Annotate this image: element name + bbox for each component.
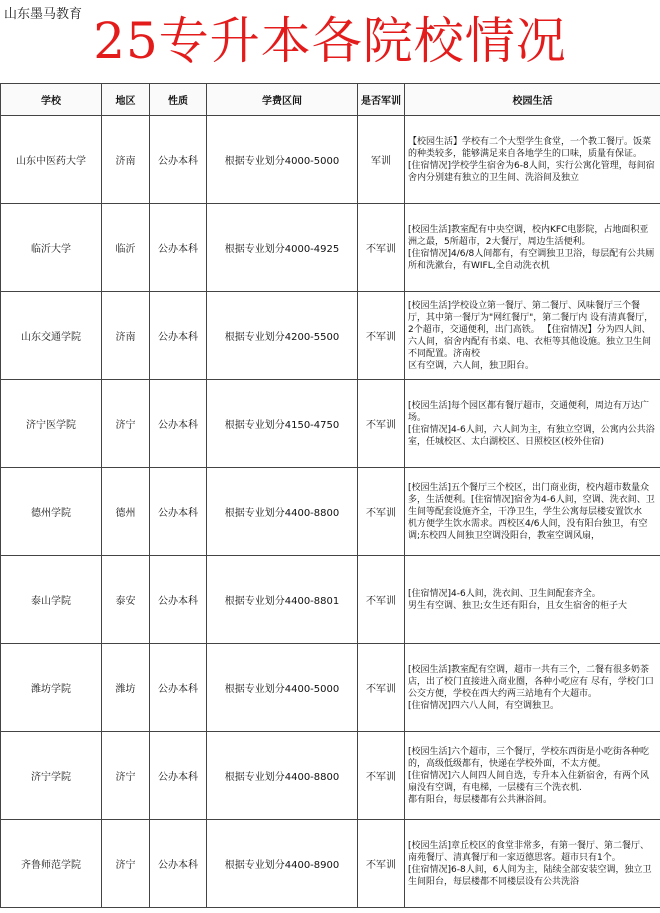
region: 临沂 (102, 204, 150, 292)
fee-range: 根据专业划分4400-8800 (207, 468, 358, 556)
campus-life (405, 380, 660, 468)
table-row (1, 292, 660, 380)
school-type: 公办本科 (150, 292, 207, 380)
military-training: 不军训 (358, 820, 405, 908)
military-training: 不军训 (358, 732, 405, 820)
school-type: 公办本科 (150, 204, 207, 292)
table-row (1, 820, 660, 908)
school-name: 潍坊学院 (1, 644, 102, 732)
military-training: 不军训 (358, 644, 405, 732)
campus-life (405, 732, 660, 820)
school-type: 公办本科 (150, 732, 207, 820)
fee-range: 根据专业划分4400-8801 (207, 556, 358, 644)
table-row (1, 380, 660, 468)
school-type: 公办本科 (150, 468, 207, 556)
header-campus-life: 校园生活 (405, 84, 660, 116)
campus-life (405, 116, 660, 204)
table-row (1, 644, 660, 732)
region: 济宁 (102, 380, 150, 468)
school-type: 公办本科 (150, 644, 207, 732)
fee-range: 根据专业划分4200-5500 (207, 292, 358, 380)
brand-name: 山东墨马教育 (4, 7, 83, 22)
header-school: 学校 (1, 84, 102, 116)
school-type: 公办本科 (150, 116, 207, 204)
campus-life-text: [住宿情况]4-6人间，洗衣间、卫生间配套齐全。 男生有空调、独卫;女生还有阳台，且女生宿舍的柜子大 (408, 588, 628, 611)
campus-life (405, 468, 660, 556)
fee-range: 根据专业划分4000-4925 (207, 204, 358, 292)
military-training: 不军训 (358, 556, 405, 644)
campus-life-text: [校园生活]每个园区都有餐厅超市，交通便利，周边有万达广场。 [住宿情况]4-6人间，六人间为主，有独立空调，公寓内公共浴室，任城校区、太白湖校区、日照校区(校外住宿) (408, 400, 655, 447)
header-fee: 学费区间 (207, 84, 358, 116)
school-type: 公办本科 (150, 556, 207, 644)
page-title: 25专升本各院校情况 (93, 12, 567, 70)
fee-range: 根据专业划分4400-8900 (207, 820, 358, 908)
campus-life (405, 820, 660, 908)
table-row (1, 468, 660, 556)
campus-life (405, 556, 660, 644)
campus-life-text: 【校园生活】学校有二个大型学生食堂，一个教工餐厅。饭菜的种类较多，能够满足来自各地学生的口味，质量有保证。 [住宿情况]学校学生宿舍为6-8人间，实行公寓化管理，每间宿舍内分别建有独立的卫生间、洗浴间及独立 (408, 136, 655, 183)
military-training: 不军训 (358, 380, 405, 468)
header-military: 是否军训 (358, 84, 405, 116)
military-training: 不军训 (358, 468, 405, 556)
school-type: 公办本科 (150, 820, 207, 908)
campus-life (405, 204, 660, 292)
campus-life-text: [校园生活]五个餐厅三个校区，出门商业街，校内超市数量众多，生活便利。[住宿情况]宿舍为4-6人间，空调、洗衣间、卫生间等配套设施齐全，干净卫生，学生公寓每层楼安置饮水 机方便学生饮水需求。西校区4/6人间，没有阳台独卫，有空调;东校四人间独卫空调没阳台，教室空调风扇， (408, 482, 655, 541)
military-training: 不军训 (358, 204, 405, 292)
school-name: 山东中医药大学 (1, 116, 102, 204)
table-row (1, 116, 660, 204)
campus-life-text: [校园生活]章丘校区的食堂非常多，有第一餐厅、第二餐厅、南苑餐厅、清真餐厅和一家迈德思客。超市只有1个。 [住宿情况]6-8人间，6人间为主，陆续全部安装空调，独立卫生间阳台，每层楼都不同楼层设有公共洗浴 (408, 840, 652, 887)
colleges-table (0, 83, 660, 908)
school-name: 济宁学院 (1, 732, 102, 820)
table-row (1, 204, 660, 292)
fee-range: 根据专业划分4000-5000 (207, 116, 358, 204)
fee-range: 根据专业划分4400-5000 (207, 644, 358, 732)
region: 济宁 (102, 732, 150, 820)
campus-life-text: [校园生活]学校设立第一餐厅、第二餐厅、风味餐厅三个餐厅，其中第一餐厅为"网红餐厅"，第二餐厅内 设有清真餐厅，2个超市，交通便利，出门高铁。 【住宿情况】分为四人间、六人间，宿舍内配有书桌、电、衣柜等其他设施。独立卫生间不同配置。济南校 区有空调，六人间，独卫阳台。 (408, 300, 654, 371)
fee-range: 根据专业划分4400-8800 (207, 732, 358, 820)
table-header-row (1, 84, 660, 116)
region: 德州 (102, 468, 150, 556)
school-name: 泰山学院 (1, 556, 102, 644)
table-row (1, 732, 660, 820)
table-row (1, 556, 660, 644)
school-type: 公办本科 (150, 380, 207, 468)
school-name: 山东交通学院 (1, 292, 102, 380)
header-region: 地区 (102, 84, 150, 116)
school-name: 齐鲁师范学院 (1, 820, 102, 908)
region: 潍坊 (102, 644, 150, 732)
campus-life-text: [校园生活]教室配有空调，超市一共有三个，二餐有很多奶茶店，出了校门直接进入商业圈，各种小吃应有 尽有，学校门口公交方便，学校在西大约两三站地有个大超市。 [住宿情况]四六八人间，有空调独卫。 (408, 664, 654, 711)
region: 济南 (102, 292, 150, 380)
header-type: 性质 (150, 84, 207, 116)
military-training: 不军训 (358, 292, 405, 380)
school-name: 临沂大学 (1, 204, 102, 292)
school-name: 德州学院 (1, 468, 102, 556)
military-training: 军训 (358, 116, 405, 204)
campus-life (405, 644, 660, 732)
region: 泰安 (102, 556, 150, 644)
campus-life-text: [校园生活]教室配有中央空调，校内KFC电影院，占地面积亚洲之最，5所超市，2大餐厅，周边生活便利。 [住宿情况]4/6/8人间都有，有空调独卫卫浴，每层配有公共厕所和洗漱台，有WIFL,全自动洗衣机 (408, 224, 655, 271)
region: 济南 (102, 116, 150, 204)
campus-life-text: [校园生活]六个超市，三个餐厅，学校东西街是小吃街各种吃的，高级低级都有，快递在学校外面，不太方便。 [住宿情况]六人间四人间自选，专升本入住新宿舍，有两个风扇没有空调，有电梯，一层楼有三个洗衣机. 都有阳台，每层楼都有公共淋浴间。 (408, 746, 650, 805)
school-name: 济宁医学院 (1, 380, 102, 468)
campus-life (405, 292, 660, 380)
region: 济宁 (102, 820, 150, 908)
fee-range: 根据专业划分4150-4750 (207, 380, 358, 468)
